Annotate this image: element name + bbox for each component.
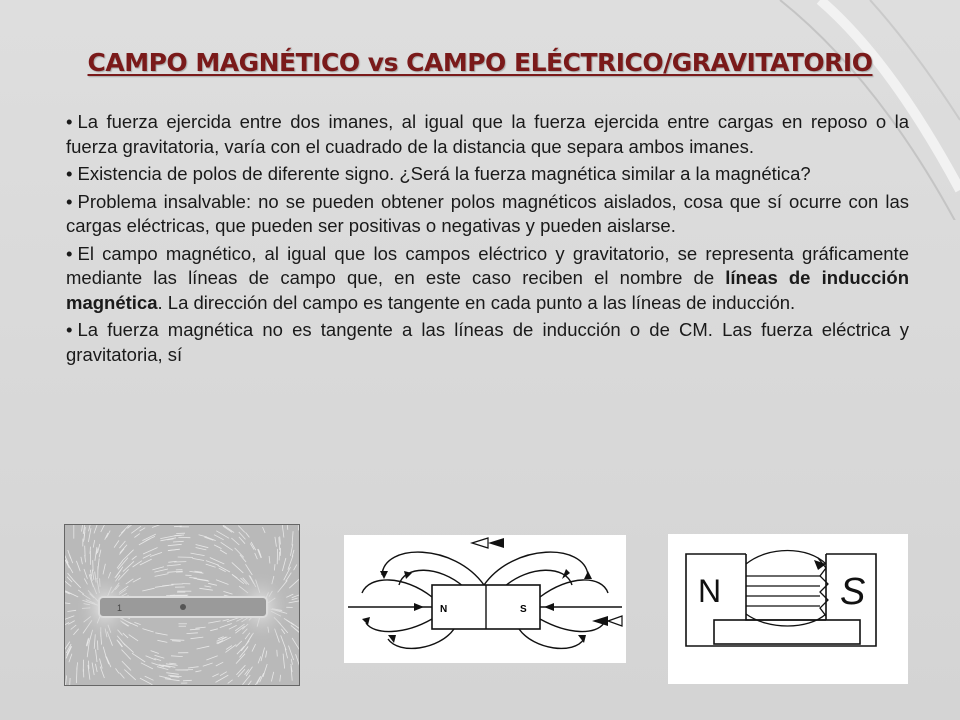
iron-filing bbox=[154, 569, 168, 572]
iron-filing bbox=[74, 580, 81, 588]
iron-filing bbox=[70, 678, 71, 685]
iron-filing bbox=[94, 525, 99, 533]
iron-filing bbox=[170, 640, 184, 641]
iron-filing bbox=[294, 565, 297, 571]
iron-filing bbox=[131, 526, 141, 533]
iron-filing bbox=[174, 526, 182, 527]
iron-filing bbox=[168, 544, 182, 545]
iron-filing bbox=[84, 569, 87, 579]
magnet-center-mark bbox=[180, 604, 186, 610]
iron-filing bbox=[277, 650, 278, 657]
field-lines-drawing bbox=[344, 535, 626, 663]
iron-filing bbox=[266, 651, 267, 658]
iron-filing bbox=[132, 556, 137, 560]
iron-filing bbox=[81, 557, 83, 564]
compass-needle-top bbox=[472, 538, 488, 548]
iron-filing bbox=[67, 610, 76, 611]
iron-filing bbox=[236, 641, 242, 647]
iron-filing bbox=[199, 535, 207, 537]
iron-filing bbox=[199, 588, 212, 590]
iron-filing bbox=[157, 640, 167, 642]
iron-filing bbox=[65, 602, 70, 603]
iron-filing bbox=[95, 664, 97, 672]
iron-filing bbox=[253, 677, 260, 685]
compass-needle-right-light bbox=[608, 616, 622, 626]
iron-filing bbox=[261, 648, 265, 662]
iron-filing bbox=[275, 537, 277, 547]
iron-filing bbox=[196, 548, 207, 550]
iron-filing bbox=[292, 595, 299, 598]
iron-filing bbox=[172, 641, 181, 642]
iron-filing bbox=[152, 567, 164, 570]
iron-filing bbox=[71, 625, 77, 630]
iron-filing bbox=[68, 621, 74, 625]
iron-filing bbox=[282, 558, 286, 571]
iron-filing bbox=[220, 672, 227, 676]
iron-filing bbox=[143, 554, 151, 558]
bullet-marker: • bbox=[66, 242, 73, 264]
iron-filing bbox=[65, 642, 70, 651]
iron-filing bbox=[216, 675, 229, 682]
iron-filing bbox=[196, 545, 209, 548]
iron-filing bbox=[203, 663, 213, 666]
page-title: CAMPO MAGNÉTICO vs CAMPO ELÉCTRICO/GRAVITATORIO bbox=[87, 48, 873, 77]
iron-filing bbox=[190, 629, 200, 630]
iron-filing bbox=[155, 655, 165, 658]
iron-filing bbox=[140, 528, 146, 531]
north-pole-label: N bbox=[440, 604, 448, 615]
iron-filing bbox=[100, 659, 103, 669]
iron-filing bbox=[291, 659, 292, 665]
iron-filing bbox=[280, 675, 281, 682]
iron-filing bbox=[226, 646, 232, 650]
bullet-item-2 bbox=[66, 162, 909, 187]
compass-needle-right bbox=[592, 616, 608, 626]
iron-filing bbox=[245, 669, 249, 674]
bullet-text: La fuerza ejercida entre dos imanes, al igual que la fuerza ejercida entre cargas en reposo o la fuerza gravitatoria, varía con el cuadrado de la distancia que separa ambos imanes. bbox=[66, 111, 909, 157]
iron-filing bbox=[220, 624, 232, 628]
iron-filing bbox=[89, 525, 91, 531]
iron-filing bbox=[96, 649, 98, 662]
iron-filing bbox=[281, 635, 287, 650]
iron-filing bbox=[240, 555, 246, 562]
iron-filing bbox=[133, 578, 141, 582]
iron-filing bbox=[155, 633, 167, 635]
iron-filing bbox=[99, 550, 101, 558]
bullet-item-1 bbox=[66, 110, 909, 159]
magnet-gap-diagram bbox=[668, 534, 908, 684]
bullet-text: Existencia de polos de diferente signo. ¿Será la fuerza magnética similar a la magnética? bbox=[77, 163, 811, 184]
iron-filing bbox=[208, 583, 217, 585]
iron-filings-drawing bbox=[65, 525, 299, 685]
iron-filing bbox=[252, 644, 256, 652]
iron-filing bbox=[232, 574, 237, 578]
iron-filing bbox=[210, 629, 218, 631]
iron-filing bbox=[243, 675, 251, 685]
iron-filing bbox=[101, 525, 108, 532]
iron-filings-photo bbox=[64, 524, 300, 686]
iron-filing bbox=[292, 598, 298, 600]
iron-filing bbox=[65, 676, 66, 686]
iron-filing bbox=[191, 553, 205, 556]
south-pole-label: S bbox=[840, 571, 866, 613]
iron-filing bbox=[124, 670, 136, 680]
iron-filing bbox=[220, 550, 227, 554]
iron-filing bbox=[152, 525, 160, 528]
iron-filing bbox=[73, 629, 78, 635]
iron-filing bbox=[183, 680, 192, 681]
bullet-text-post: . La dirección del campo es tangente en cada punto a las líneas de inducción. bbox=[157, 291, 796, 313]
iron-filing bbox=[106, 657, 111, 667]
iron-filing bbox=[129, 635, 138, 641]
iron-filing bbox=[120, 673, 125, 679]
iron-filing bbox=[118, 558, 128, 570]
iron-filing bbox=[195, 671, 201, 672]
iron-filing bbox=[82, 525, 84, 532]
iron-filing bbox=[292, 638, 299, 651]
iron-filing bbox=[155, 585, 169, 587]
iron-filing bbox=[214, 545, 221, 549]
iron-filing bbox=[189, 578, 197, 579]
iron-filing bbox=[119, 549, 124, 555]
iron-filing bbox=[165, 679, 180, 681]
magnet-mark: 1 bbox=[117, 603, 123, 613]
iron-filing bbox=[142, 588, 154, 591]
iron-filing bbox=[241, 641, 249, 651]
bullet-marker: • bbox=[66, 190, 73, 212]
bullet-marker: • bbox=[66, 163, 73, 184]
bullet-list bbox=[66, 110, 909, 370]
iron-filing bbox=[212, 674, 218, 677]
iron-filing bbox=[287, 525, 288, 530]
iron-filing bbox=[66, 560, 73, 573]
iron-filing bbox=[197, 646, 210, 649]
iron-filing bbox=[140, 559, 152, 565]
iron-filing bbox=[206, 537, 215, 541]
iron-filing bbox=[68, 573, 74, 580]
iron-filing bbox=[216, 580, 229, 585]
iron-filing bbox=[114, 540, 119, 547]
iron-filing bbox=[246, 532, 250, 537]
iron-filing bbox=[157, 667, 168, 670]
iron-filing bbox=[258, 656, 261, 663]
iron-filing bbox=[282, 525, 284, 538]
iron-filing bbox=[122, 661, 131, 670]
iron-filing bbox=[155, 574, 169, 577]
iron-filing bbox=[284, 567, 291, 580]
iron-filing bbox=[228, 680, 233, 684]
iron-filing bbox=[235, 548, 244, 558]
iron-filing bbox=[143, 548, 158, 555]
iron-filing bbox=[192, 558, 204, 560]
iron-filing bbox=[223, 591, 232, 594]
iron-filing bbox=[123, 561, 134, 571]
iron-filing bbox=[296, 654, 299, 667]
iron-filing bbox=[208, 621, 220, 623]
iron-filing bbox=[174, 535, 181, 536]
iron-filing bbox=[76, 667, 77, 683]
iron-filing bbox=[151, 651, 159, 654]
iron-filing bbox=[289, 579, 299, 588]
iron-filing bbox=[232, 562, 244, 573]
bullet-marker: • bbox=[66, 111, 73, 132]
iron-filing bbox=[116, 668, 119, 673]
magnet-field-lines-diagram bbox=[344, 535, 626, 663]
iron-filing bbox=[146, 656, 156, 660]
iron-filing bbox=[204, 586, 211, 587]
iron-filing bbox=[152, 663, 165, 667]
iron-filing bbox=[145, 676, 154, 680]
iron-filing bbox=[263, 664, 267, 677]
iron-filing bbox=[98, 558, 99, 569]
bullet-text: Problema insalvable: no se pueden obtener polos magnéticos aislados, cosa que sí ocurre con las cargas eléctricas, que pueden ser positivas o negativas y pueden aislarse. bbox=[66, 190, 909, 236]
iron-filing bbox=[93, 540, 95, 548]
iron-filing bbox=[132, 653, 145, 662]
iron-filing bbox=[188, 667, 199, 668]
iron-filing bbox=[247, 681, 251, 685]
bullet-text-pre: El campo magnético, al igual que los campos eléctrico y gravitatorio, se representa gráficamente mediante las líneas de campo que, en este caso reciben el nombre de bbox=[66, 242, 909, 288]
bullet-item-4 bbox=[66, 242, 909, 316]
iron-filing bbox=[238, 669, 245, 677]
iron-filing bbox=[92, 663, 94, 676]
iron-filing bbox=[171, 656, 183, 657]
iron-filing bbox=[221, 542, 233, 550]
iron-filing bbox=[263, 527, 266, 533]
iron-filing bbox=[159, 676, 171, 679]
iron-filing bbox=[255, 553, 258, 559]
iron-filing bbox=[223, 526, 232, 532]
iron-filing bbox=[280, 536, 281, 544]
bullet-item-5 bbox=[66, 318, 909, 367]
iron-filing bbox=[119, 530, 125, 537]
iron-filing bbox=[231, 538, 239, 545]
iron-filing bbox=[195, 627, 205, 628]
iron-filing bbox=[150, 552, 162, 556]
iron-filing bbox=[66, 591, 79, 597]
iron-filing bbox=[122, 650, 131, 660]
iron-filing bbox=[187, 633, 198, 634]
iron-filing bbox=[166, 673, 179, 675]
iron-filing bbox=[223, 619, 229, 621]
iron-filing bbox=[167, 565, 181, 566]
iron-filing bbox=[141, 663, 153, 669]
iron-filing bbox=[106, 656, 109, 664]
iron-filing bbox=[70, 555, 73, 563]
iron-filing bbox=[65, 616, 74, 621]
iron-filing bbox=[292, 531, 293, 545]
iron-filing bbox=[134, 534, 139, 538]
iron-filing bbox=[76, 561, 80, 571]
iron-filing bbox=[271, 672, 273, 682]
iron-filing bbox=[77, 662, 78, 669]
iron-filing bbox=[142, 629, 153, 632]
compass-needle-top-dark bbox=[488, 538, 504, 548]
gap-drawing bbox=[668, 534, 908, 684]
iron-filing bbox=[236, 654, 245, 664]
iron-filing bbox=[238, 526, 245, 533]
iron-filing bbox=[216, 662, 223, 666]
bullet-item-3 bbox=[66, 190, 909, 239]
iron-filing bbox=[69, 654, 72, 663]
iron-filing bbox=[123, 550, 134, 561]
iron-filing bbox=[134, 622, 140, 624]
iron-filing bbox=[169, 663, 176, 664]
iron-filing bbox=[214, 535, 224, 540]
north-pole-label: N bbox=[698, 573, 722, 609]
iron-filing bbox=[173, 541, 184, 542]
bullet-text: La fuerza magnética no es tangente a las líneas de inducción o de CM. Las fuerza eléctrica y gravitatoria, sí bbox=[66, 319, 909, 365]
iron-filing bbox=[274, 564, 275, 570]
bullet-text-bold: líneas de inducción magnética bbox=[66, 267, 909, 313]
iron-filing bbox=[269, 556, 270, 563]
bullet-marker: • bbox=[66, 319, 73, 340]
iron-filing bbox=[191, 637, 204, 639]
iron-filing bbox=[206, 656, 217, 660]
iron-filing bbox=[289, 646, 294, 660]
iron-filing bbox=[206, 564, 216, 567]
iron-filing bbox=[283, 654, 285, 669]
south-pole-label: S bbox=[520, 604, 527, 615]
